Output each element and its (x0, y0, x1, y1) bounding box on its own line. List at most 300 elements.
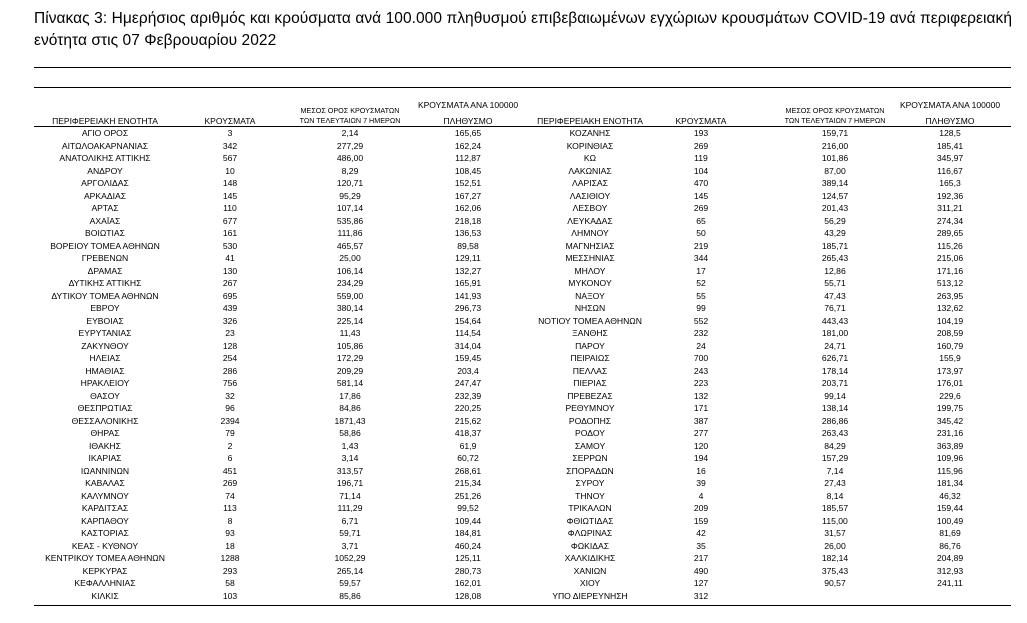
cell-cases-left: 32 (225, 390, 235, 401)
cell-avg7-right: 182,14 (821, 553, 849, 563)
cell-cases-right: 171 (693, 403, 709, 413)
cell-region-left: ΚΕΦΑΛΛΗΝΙΑΣ (74, 578, 136, 588)
table-row (0, 190, 1027, 203)
cell-per100k-left: 165,91 (454, 278, 482, 288)
header-avg-right-line2: ΤΩΝ ΤΕΛΕΥΤΑΙΩΝ 7 ΗΜΕΡΩΝ (784, 116, 886, 125)
cell-avg7-right: 286,86 (821, 415, 849, 426)
cell-cases-right: 104 (693, 165, 709, 176)
cell-cases-left: 110 (223, 203, 237, 213)
header-per100k-left-line1: ΚΡΟΥΣΜΑΤΑ ΑΝΑ 100000 (417, 100, 519, 110)
cell-cases-right: 209 (693, 503, 709, 513)
cell-per100k-left: 108,45 (454, 165, 482, 176)
cell-region-right: ΛΑΚΩΝΙΑΣ (568, 165, 612, 176)
cell-avg7-left: 277,29 (336, 140, 364, 151)
cell-cases-left: 41 (225, 253, 235, 263)
cell-region-right: ΠΕΛΛΑΣ (572, 365, 608, 376)
cell-cases-left: 695 (222, 290, 238, 301)
cell-cases-right: 39 (696, 478, 706, 488)
cell-per100k-left: 136,53 (454, 228, 482, 238)
table-row (0, 452, 1027, 465)
cell-cases-right: 243 (693, 365, 709, 376)
cell-per100k-left: 220,25 (454, 403, 482, 413)
cell-per100k-right: 86,76 (939, 540, 961, 551)
cell-region-left: ΒΟΙΩΤΙΑΣ (85, 228, 125, 238)
cell-per100k-right: 231,16 (936, 428, 964, 438)
cell-avg7-right: 265,43 (821, 253, 849, 263)
cell-cases-right: 120 (693, 440, 709, 451)
cell-avg7-right: 56,29 (824, 215, 846, 226)
cell-per100k-right: 100,49 (936, 515, 964, 526)
cell-per100k-left: 162,01 (454, 578, 482, 588)
cell-per100k-left: 247,47 (454, 378, 482, 388)
cell-avg7-left: 3,14 (341, 453, 359, 463)
table-row (0, 477, 1027, 490)
cell-avg7-right: 216,00 (821, 140, 849, 151)
cell-avg7-right: 178,14 (821, 365, 849, 376)
cell-avg7-left: 6,71 (341, 515, 359, 526)
table-row (0, 215, 1027, 228)
cell-cases-right: 42 (696, 528, 706, 538)
table-row (0, 352, 1027, 365)
cell-avg7-left: 380,14 (336, 303, 364, 313)
table-row (0, 502, 1027, 515)
cell-per100k-left: 162,06 (454, 203, 482, 213)
cell-region-left: ΚΕΝΤΡΙΚΟΥ ΤΟΜΕΑ ΑΘΗΝΩΝ (45, 553, 165, 563)
cell-per100k-left: 218,18 (454, 215, 482, 226)
header-per100k-right-line2: ΠΛΗΘΥΣΜΟ (925, 116, 975, 126)
cell-region-left: ΘΕΣΣΑΛΟΝΙΚΗΣ (71, 415, 139, 426)
cell-cases-left: 1288 (220, 553, 240, 563)
header-per100k-right-line1: ΚΡΟΥΣΜΑΤΑ ΑΝΑ 100000 (899, 100, 1001, 110)
table-row (0, 590, 1027, 603)
cell-per100k-left: 184,81 (454, 528, 482, 538)
cell-avg7-left: 1,43 (341, 440, 359, 451)
cell-per100k-right: 363,89 (936, 440, 964, 451)
cell-region-right: ΣΕΡΡΩΝ (572, 453, 608, 463)
table-row (0, 365, 1027, 378)
cell-per100k-left: 89,58 (457, 240, 479, 251)
cell-cases-right: 193 (693, 128, 709, 138)
cell-cases-left: 439 (222, 303, 238, 313)
cell-avg7-right: 375,43 (821, 565, 849, 576)
cell-per100k-left: 60,72 (457, 453, 479, 463)
cell-per100k-right: 155,9 (939, 353, 961, 363)
cell-region-right: ΦΩΚΙΔΑΣ (570, 540, 610, 551)
cell-avg7-left: 25,00 (339, 253, 361, 263)
cell-avg7-right: 626,71 (821, 353, 849, 363)
cell-region-right: ΛΕΣΒΟΥ (572, 203, 608, 213)
cell-cases-left: 145 (222, 190, 238, 201)
cell-per100k-right: 165,3 (939, 178, 961, 188)
cell-region-left: ΑΝΔΡΟΥ (87, 165, 123, 176)
cell-cases-right: 4 (698, 490, 704, 501)
header-cases-right: ΚΡΟΥΣΜΑΤΑ (675, 116, 727, 126)
cell-per100k-right: 46,32 (939, 490, 961, 501)
cell-region-left: ΑΓΙΟ ΟΡΟΣ (81, 128, 129, 138)
cell-avg7-right: 84,29 (824, 440, 846, 451)
table-row (0, 515, 1027, 528)
cell-avg7-left: 1871,43 (334, 415, 366, 426)
cell-cases-left: 23 (225, 328, 235, 338)
cell-cases-left: 756 (222, 378, 238, 388)
cell-per100k-right: 132,62 (936, 303, 964, 313)
cell-per100k-left: 232,39 (454, 390, 482, 401)
cell-cases-right: 127 (693, 578, 709, 588)
cell-avg7-left: 3,71 (341, 540, 359, 551)
cell-per100k-right: 311,21 (937, 203, 963, 213)
header-per100k-left-line2: ΠΛΗΘΥΣΜΟ (443, 116, 493, 126)
cell-per100k-right: 241,11 (937, 578, 963, 588)
cell-region-right: ΡΟΔΟΠΗΣ (568, 415, 612, 426)
cell-region-left: ΑΡΚΑΔΙΑΣ (83, 190, 127, 201)
cell-per100k-left: 125,11 (455, 553, 481, 563)
cell-region-left: ΓΡΕΒΕΝΩΝ (81, 253, 129, 263)
table-row (0, 165, 1027, 178)
cell-per100k-left: 215,34 (454, 478, 482, 488)
cell-cases-left: 6 (227, 453, 233, 463)
cell-avg7-left: 535,86 (336, 215, 364, 226)
cell-avg7-right: 12,86 (824, 265, 846, 276)
table-row (0, 152, 1027, 165)
header-avg-left-line2: ΤΩΝ ΤΕΛΕΥΤΑΙΩΝ 7 ΗΜΕΡΩΝ (299, 116, 401, 125)
cell-cases-right: 700 (693, 353, 709, 363)
cell-avg7-left: 8,29 (341, 165, 359, 176)
cell-region-left: ΚΙΛΚΙΣ (91, 590, 119, 601)
cell-cases-right: 55 (696, 290, 706, 301)
cell-region-right: ΧΑΛΚΙΔΙΚΗΣ (564, 553, 616, 563)
table-row (0, 377, 1027, 390)
cell-avg7-right: 185,71 (821, 240, 849, 251)
cell-region-left: ΑΝΑΤΟΛΙΚΗΣ ΑΤΤΙΚΗΣ (59, 153, 151, 163)
cell-region-right: ΧΙΟΥ (579, 578, 601, 588)
cell-per100k-right: 104,19 (936, 315, 964, 326)
cell-region-left: ΗΛΕΙΑΣ (89, 353, 121, 363)
cell-cases-right: 52 (696, 278, 706, 288)
cell-cases-left: 2 (227, 440, 233, 451)
cell-avg7-left: 559,00 (336, 290, 364, 301)
cell-per100k-left: 159,45 (454, 353, 482, 363)
cell-cases-right: 277 (693, 428, 709, 438)
cell-per100k-right: 199,75 (936, 403, 964, 413)
cell-region-left: ΚΑΒΑΛΑΣ (85, 478, 125, 488)
cell-avg7-right: 203,71 (821, 378, 849, 388)
table-row (0, 227, 1027, 240)
cell-cases-right: 344 (693, 253, 709, 263)
cell-cases-right: 552 (693, 315, 709, 326)
cell-cases-left: 8 (227, 515, 233, 526)
cell-per100k-left: 132,27 (454, 265, 482, 276)
cell-region-left: ΚΕΡΚΥΡΑΣ (82, 565, 128, 576)
cell-per100k-right: 81,69 (939, 528, 961, 538)
cell-avg7-right: 99,14 (824, 390, 846, 401)
cell-per100k-left: 141,93 (454, 290, 482, 301)
cell-cases-right: 65 (696, 215, 706, 226)
table-row (0, 577, 1027, 590)
cell-region-left: ΗΡΑΚΛΕΙΟΥ (80, 378, 130, 388)
cell-avg7-right: 76,71 (824, 303, 846, 313)
cell-per100k-right: 208,59 (936, 328, 964, 338)
header-avg-right-line1: ΜΕΣΟΣ ΟΡΟΣ ΚΡΟΥΣΜΑΤΩΝ (785, 106, 885, 115)
cell-per100k-left: 268,61 (454, 465, 482, 476)
cell-per100k-left: 251,26 (454, 490, 482, 501)
cell-per100k-left: 460,24 (454, 540, 482, 551)
cell-avg7-right: 181,00 (821, 328, 849, 338)
cell-region-right: ΠΕΙΡΑΙΩΣ (570, 353, 610, 363)
cell-per100k-right: 128,5 (939, 128, 961, 138)
cell-per100k-left: 61,9 (459, 440, 477, 451)
cell-region-left: ΑΙΤΩΛΟΑΚΑΡΝΑΝΙΑΣ (61, 140, 149, 151)
cell-avg7-left: 225,14 (336, 315, 364, 326)
cell-per100k-right: 312,93 (936, 565, 964, 576)
cell-region-right: ΛΗΜΝΟΥ (571, 228, 609, 238)
cell-cases-right: 219 (693, 240, 709, 251)
cell-per100k-left: 129,11 (455, 253, 481, 263)
cell-cases-right: 99 (696, 303, 706, 313)
cell-avg7-left: 71,14 (339, 490, 361, 501)
table-row (0, 290, 1027, 303)
cell-per100k-left: 280,73 (454, 565, 482, 576)
cell-region-left: ΚΑΡΔΙΤΣΑΣ (81, 503, 129, 513)
cell-region-left: ΕΥΡΥΤΑΝΙΑΣ (78, 328, 132, 338)
cell-per100k-left: 112,87 (455, 153, 481, 163)
cell-avg7-right: 124,57 (821, 190, 849, 201)
table-row (0, 490, 1027, 503)
cell-cases-right: 490 (693, 565, 709, 576)
table-row (0, 177, 1027, 190)
cell-cases-left: 79 (225, 428, 235, 438)
cell-per100k-right: 345,97 (936, 153, 964, 163)
cell-cases-left: 269 (222, 478, 238, 488)
cell-region-right: ΜΕΣΣΗΝΙΑΣ (565, 253, 615, 263)
cell-region-right: ΚΟΖΑΝΗΣ (569, 128, 611, 138)
cell-cases-left: 128 (222, 340, 238, 351)
cell-per100k-right: 115,26 (937, 240, 963, 251)
cell-per100k-left: 203,4 (457, 365, 479, 376)
cell-cases-left: 267 (222, 278, 238, 288)
cell-cases-right: 232 (693, 328, 709, 338)
cell-region-right: ΛΕΥΚΑΔΑΣ (567, 215, 613, 226)
cell-avg7-left: 95,29 (339, 190, 361, 201)
header-rule (34, 87, 1011, 88)
cell-cases-right: 17 (696, 265, 706, 276)
cell-region-right: ΛΑΡΙΣΑΣ (572, 178, 608, 188)
cell-region-left: ΑΧΑΪΑΣ (89, 215, 121, 226)
cell-cases-left: 148 (222, 178, 238, 188)
cell-avg7-left: 172,29 (336, 353, 364, 363)
cell-avg7-left: 209,29 (336, 365, 364, 376)
cell-cases-left: 18 (225, 540, 235, 551)
cell-cases-left: 58 (225, 578, 235, 588)
cell-region-left: ΔΡΑΜΑΣ (87, 265, 123, 276)
cell-cases-right: 470 (693, 178, 709, 188)
cell-per100k-right: 345,42 (936, 415, 964, 426)
table-row (0, 440, 1027, 453)
cell-avg7-left: 581,14 (336, 378, 364, 388)
header-avg-left (285, 106, 415, 126)
cell-cases-right: 312 (693, 590, 709, 601)
cell-cases-left: 530 (222, 240, 238, 251)
cell-avg7-right: 8,14 (826, 490, 844, 501)
cell-region-right: ΝΟΤΙΟΥ ΤΟΜΕΑ ΑΘΗΝΩΝ (538, 315, 642, 326)
cell-avg7-left: 85,86 (339, 590, 361, 601)
cell-avg7-right: 24,71 (824, 340, 846, 351)
cell-region-left: ΚΑΡΠΑΘΟΥ (81, 515, 129, 526)
cell-avg7-right: 55,71 (824, 278, 846, 288)
cell-cases-left: 286 (222, 365, 238, 376)
table-row (0, 402, 1027, 415)
cell-cases-right: 217 (693, 553, 709, 563)
cell-per100k-left: 165,65 (454, 128, 482, 138)
cell-avg7-right: 87,00 (824, 165, 846, 176)
header-region-left: ΠΕΡΙΦΕΡΕΙΑΚΗ ΕΝΟΤΗΤΑ (52, 116, 158, 126)
table-row (0, 552, 1027, 565)
cell-avg7-right: 31,57 (824, 528, 846, 538)
cell-per100k-left: 418,37 (454, 428, 482, 438)
cell-cases-left: 326 (222, 315, 238, 326)
cell-region-right: ΚΩ (583, 153, 597, 163)
cell-per100k-right: 229,6 (939, 390, 961, 401)
header-per100k-left (410, 100, 526, 126)
table-row (0, 540, 1027, 553)
cell-per100k-right: 176,01 (936, 378, 964, 388)
cell-cases-left: 254 (222, 353, 238, 363)
cell-avg7-right: 101,86 (821, 153, 849, 163)
cell-avg7-left: 196,71 (336, 478, 364, 488)
cell-per100k-left: 296,73 (454, 303, 482, 313)
cell-avg7-right: 263,43 (821, 428, 849, 438)
cell-region-left: ΔΥΤΙΚΗΣ ΑΤΤΙΚΗΣ (68, 278, 142, 288)
cell-region-left: ΔΥΤΙΚΟΥ ΤΟΜΕΑ ΑΘΗΝΩΝ (51, 290, 159, 301)
cell-per100k-right: 173,97 (936, 365, 964, 376)
cell-cases-right: 269 (693, 203, 709, 213)
cell-region-left: ΕΒΡΟΥ (90, 303, 120, 313)
table-row (0, 240, 1027, 253)
cell-avg7-left: 1052,29 (334, 553, 366, 563)
cell-avg7-left: 111,29 (337, 503, 363, 513)
cell-avg7-right: 7,14 (826, 465, 844, 476)
cell-region-left: ΘΑΣΟΥ (90, 390, 120, 401)
cell-cases-right: 145 (693, 190, 709, 201)
cell-region-left: ΙΘΑΚΗΣ (89, 440, 121, 451)
cell-cases-left: 74 (225, 490, 235, 501)
cell-per100k-left: 154,64 (454, 315, 482, 326)
table-row (0, 565, 1027, 578)
cell-avg7-right: 115,00 (822, 515, 848, 526)
cell-avg7-right: 47,43 (824, 290, 846, 301)
cell-region-right: ΣΥΡΟΥ (575, 478, 605, 488)
cell-cases-left: 677 (222, 215, 238, 226)
cell-region-right: ΜΥΚΟΝΟΥ (568, 278, 612, 288)
cell-cases-right: 269 (693, 140, 709, 151)
cell-avg7-right: 27,43 (824, 478, 846, 488)
cell-avg7-left: 120,71 (336, 178, 364, 188)
cell-avg7-left: 111,86 (337, 228, 363, 238)
cell-cases-right: 159 (693, 515, 709, 526)
cell-region-left: ΖΑΚΥΝΘΟΥ (81, 340, 129, 351)
table-row (0, 202, 1027, 215)
cell-avg7-left: 465,57 (336, 240, 364, 251)
cell-cases-left: 103 (222, 590, 238, 601)
cell-region-right: ΜΑΓΝΗΣΙΑΣ (565, 240, 615, 251)
table-row (0, 390, 1027, 403)
cell-cases-left: 451 (222, 465, 238, 476)
cell-avg7-left: 58,86 (339, 428, 361, 438)
cell-per100k-right: 204,89 (936, 553, 964, 563)
cell-avg7-left: 59,71 (339, 528, 361, 538)
table-row (0, 527, 1027, 540)
cell-region-right: ΜΗΛΟΥ (574, 265, 606, 276)
cell-region-right: ΚΟΡΙΝΘΙΑΣ (566, 140, 614, 151)
cell-cases-left: 567 (222, 153, 238, 163)
cell-avg7-left: 59,57 (339, 578, 361, 588)
cell-per100k-right: 171,16 (936, 265, 964, 276)
cell-cases-left: 3 (227, 128, 233, 138)
cell-region-left: ΚΕΑΣ - ΚΥΘΝΟΥ (71, 540, 139, 551)
table-row (0, 327, 1027, 340)
cell-cases-left: 93 (225, 528, 235, 538)
cell-avg7-right: 138,14 (821, 403, 849, 413)
cell-region-right: ΡΕΘΥΜΝΟΥ (565, 403, 615, 413)
cell-per100k-left: 114,54 (455, 328, 481, 338)
cell-per100k-left: 99,52 (457, 503, 479, 513)
cell-avg7-right: 157,29 (821, 453, 849, 463)
cell-avg7-left: 11,43 (339, 328, 361, 338)
cell-region-right: ΧΑΝΙΩΝ (573, 565, 607, 576)
cell-cases-right: 194 (693, 453, 709, 463)
cell-per100k-right: 263,95 (936, 290, 964, 301)
cell-avg7-right: 159,71 (821, 128, 849, 138)
cell-avg7-left: 105,86 (336, 340, 364, 351)
cell-avg7-left: 17,86 (339, 390, 361, 401)
table-row (0, 265, 1027, 278)
cell-region-left: ΘΕΣΠΡΩΤΙΑΣ (77, 403, 133, 413)
header-region-right: ΠΕΡΙΦΕΡΕΙΑΚΗ ΕΝΟΤΗΤΑ (537, 116, 643, 126)
cell-per100k-left: 109,44 (454, 515, 482, 526)
cell-per100k-right: 215,06 (936, 253, 964, 263)
cell-avg7-right: 443,43 (821, 315, 849, 326)
cell-per100k-right: 192,36 (936, 190, 964, 201)
cell-avg7-right: 43,29 (824, 228, 846, 238)
table-row (0, 127, 1027, 140)
cell-avg7-right: 90,57 (824, 578, 846, 588)
cell-avg7-right: 389,14 (821, 178, 849, 188)
cell-region-right: ΦΛΩΡΙΝΑΣ (567, 528, 613, 538)
cell-region-left: ΗΜΑΘΙΑΣ (85, 365, 125, 376)
cell-region-right: ΠΑΡΟΥ (575, 340, 605, 351)
cell-cases-left: 113 (223, 503, 237, 513)
cell-per100k-left: 314,04 (454, 340, 482, 351)
cell-region-right: ΥΠΟ ΔΙΕΡΕΥΝΗΣΗ (552, 590, 628, 601)
table-row (0, 340, 1027, 353)
cell-per100k-right: 185,41 (936, 140, 964, 151)
cell-cases-right: 387 (693, 415, 709, 426)
cell-region-right: ΦΘΙΩΤΙΔΑΣ (566, 515, 614, 526)
cell-region-right: ΝΗΣΩΝ (574, 303, 606, 313)
cell-avg7-left: 106,14 (336, 265, 364, 276)
cell-cases-right: 50 (696, 228, 706, 238)
cell-region-right: ΛΑΣΙΘΙΟΥ (569, 190, 611, 201)
cell-avg7-left: 84,86 (339, 403, 361, 413)
cell-per100k-left: 152,51 (454, 178, 482, 188)
table-row (0, 277, 1027, 290)
cell-region-right: ΡΟΔΟΥ (575, 428, 605, 438)
cell-per100k-right: 274,34 (936, 215, 964, 226)
cell-avg7-left: 265,14 (336, 565, 364, 576)
cell-cases-left: 161 (222, 228, 238, 238)
cell-region-left: ΑΡΓΟΛΙΔΑΣ (81, 178, 129, 188)
cell-avg7-right: 201,43 (821, 203, 849, 213)
cell-avg7-left: 107,14 (336, 203, 364, 213)
